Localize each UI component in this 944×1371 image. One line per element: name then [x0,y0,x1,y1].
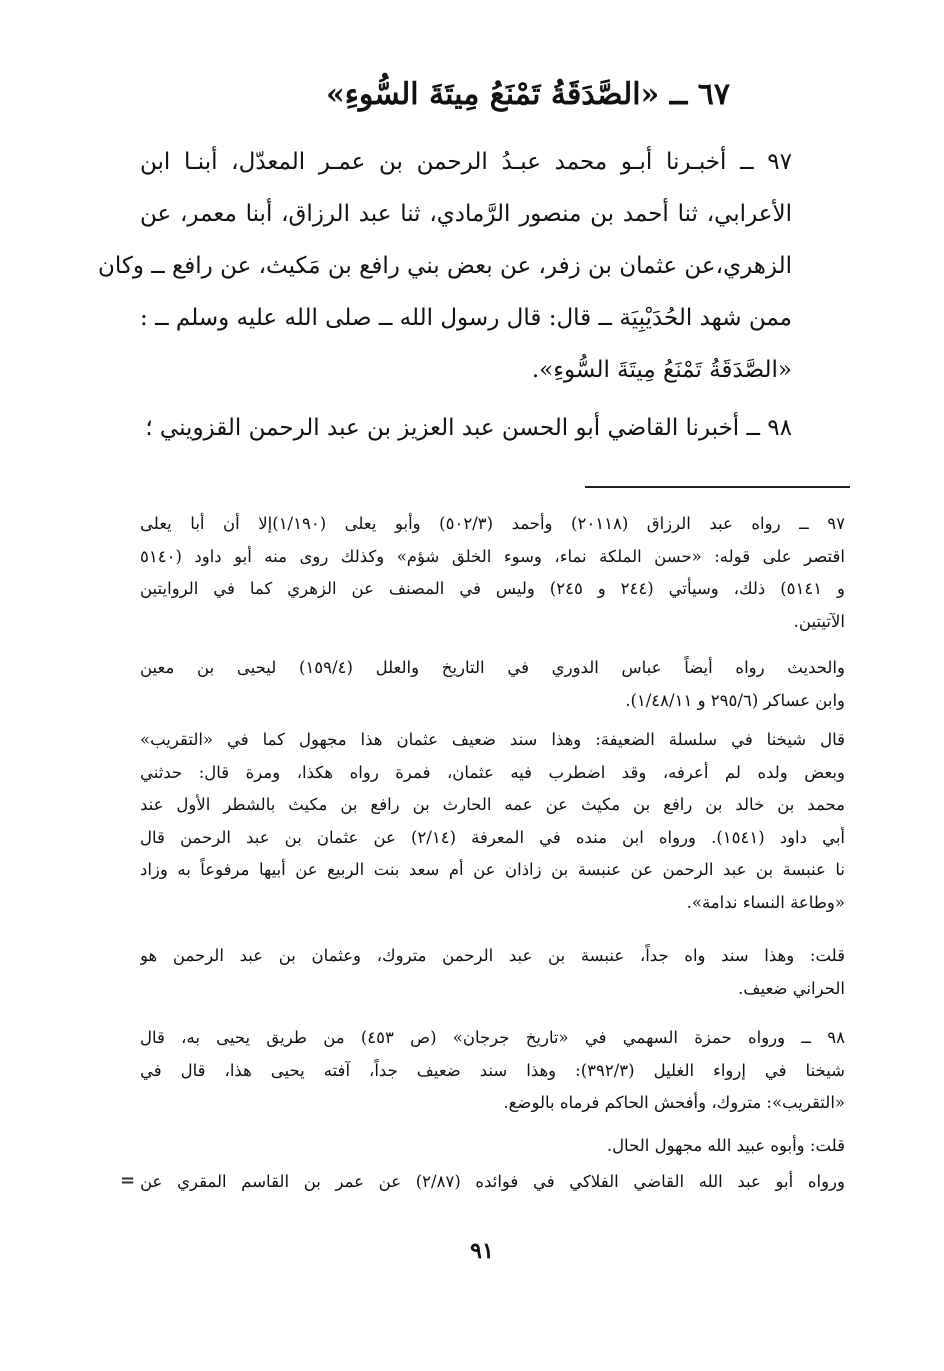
continuation-mark: = [120,1170,136,1191]
footnote-line: ورواه أبو عبد الله القاضي الفلاكي في فوائده (٢/٨٧) عن عمر بن القاسم المقري عن [140,1172,845,1191]
footnote-97-grading [140,724,845,919]
footnote-line: و ٥١٤١) ذلك، وسيأتي (٢٤٤ و ٢٤٥) وليس في المصنف عن الزهري كما في الروايتين [140,579,845,598]
footnote-line: اقتصر على قوله: «حسن الملكة نماء، وسوء الخلق شؤم» وكذلك روى منه أبو داود (٥١٤٠ [140,546,845,566]
page-number: ٩١ [470,1238,494,1264]
footnote-line: ٩٨ ــ ورواه حمزة السهمي في «تاريخ جرجان» (ص ٤٥٣) من طريق يحيى به، قال [140,1028,845,1047]
footnote-97-other-narrations [140,652,845,717]
footnote-98-continuation [140,1166,845,1199]
footnote-98-comment [140,1130,845,1163]
footnote-line: قال شيخنا في سلسلة الضعيفة: وهذا سند ضعيف عثمان هذا مجهول كما في «التقريب» [140,730,845,749]
footnote-line: ٩٧ ــ رواه عبد الرزاق (٢٠١١٨) وأحمد (٥٠٢/٣) وأبو يعلى (١/١٩٠)إلا أن أبا يعلى [140,514,845,533]
hadith-line: ٩٨ ــ أخبرنا القاضي أبو الحسن عبد العزيز بن عبد الرحمن القزويني ؛ [145,415,792,441]
footnote-line: قلت: وهذا سند واه جداً، عنبسة بن عبد الرحمن متروك، وعثمان بن عبد الرحمن هو [140,946,845,965]
footnote-line: وابن عساكر (٢٩٥/٦ و ١/٤٨/١١). [625,690,845,710]
hadith-line: ٩٧ ــ أخبـرنا أبـو محمد عبـدُ الرحمن بن عمـر المعدّل، أبنـا ابن [140,149,792,175]
hadith-line: الأعرابي، ثنا أحمد بن منصور الرَّمادي، ثنا عبد الرزاق، أبنا معمر، عن [140,201,792,227]
footnote-line: والحديث رواه أيضاً عباس الدوري في التاريخ والعلل (١٥٩/٤) ليحيى بن معين [140,658,845,677]
section-title: ٦٧ ــ «الصَّدَقَةُ تَمْنَعُ مِيتَةَ السُّوءِ» [325,77,730,112]
hadith-98-text [140,402,792,454]
footnote-line: «وطاعة النساء ندامة». [686,892,845,912]
footnote-separator [585,486,850,488]
footnote-line: محمد بن خالد بن رافع بن مكيث عن عمه الحارث بن رافع بن مكيث بالشطر الأول عند [140,795,845,814]
footnote-line: الآتيتين. [793,611,845,631]
footnote-98-sources [140,1022,845,1120]
hadith-line: ممن شهد الحُدَيْبِيَة ــ قال: قال رسول الله ــ صلى الله عليه وسلم ــ : [140,305,792,331]
footnote-97-comment [140,940,845,1005]
footnote-97-sources [140,508,845,638]
footnote-line: وبعض ولده لم أعرفه، وقد اضطرب فيه عثمان، فمرة رواه هكذا، ومرة قال: حدثني [140,762,845,782]
footnote-line: الحراني ضعيف. [738,978,845,998]
footnote-line: أبي داود (١٥٤١). ورواه ابن منده في المعرفة (٢/١٤) عن عثمان بن عبد الرحمن قال [140,827,845,847]
hadith-97-text [97,136,792,396]
hadith-line: «الصَّدَقَةُ تَمْنَعُ مِيتَةَ السُّوءِ». [531,357,792,383]
footnote-line: شيخنا في إرواء الغليل (٣٩٢/٣): وهذا سند ضعيف جداً، آفته يحيى هذا، قال في [140,1060,845,1080]
footnote-line: «التقريب»: متروك، وأفحش الحاكم فرماه بالوضع. [503,1093,845,1112]
footnote-line: نا عنبسة بن عبد الرحمن عن عنبسة بن زاذان عن أم سعد بنت الربيع عن أبيها مرفوعاً به وزاد [140,860,845,879]
footnote-line: قلت: وأبوه عبيد الله مجهول الحال. [606,1136,845,1155]
hadith-line: الزهري،عن عثمان بن زفر، عن بعض بني رافع بن مَكيث، عن رافع ــ وكان [97,253,792,279]
